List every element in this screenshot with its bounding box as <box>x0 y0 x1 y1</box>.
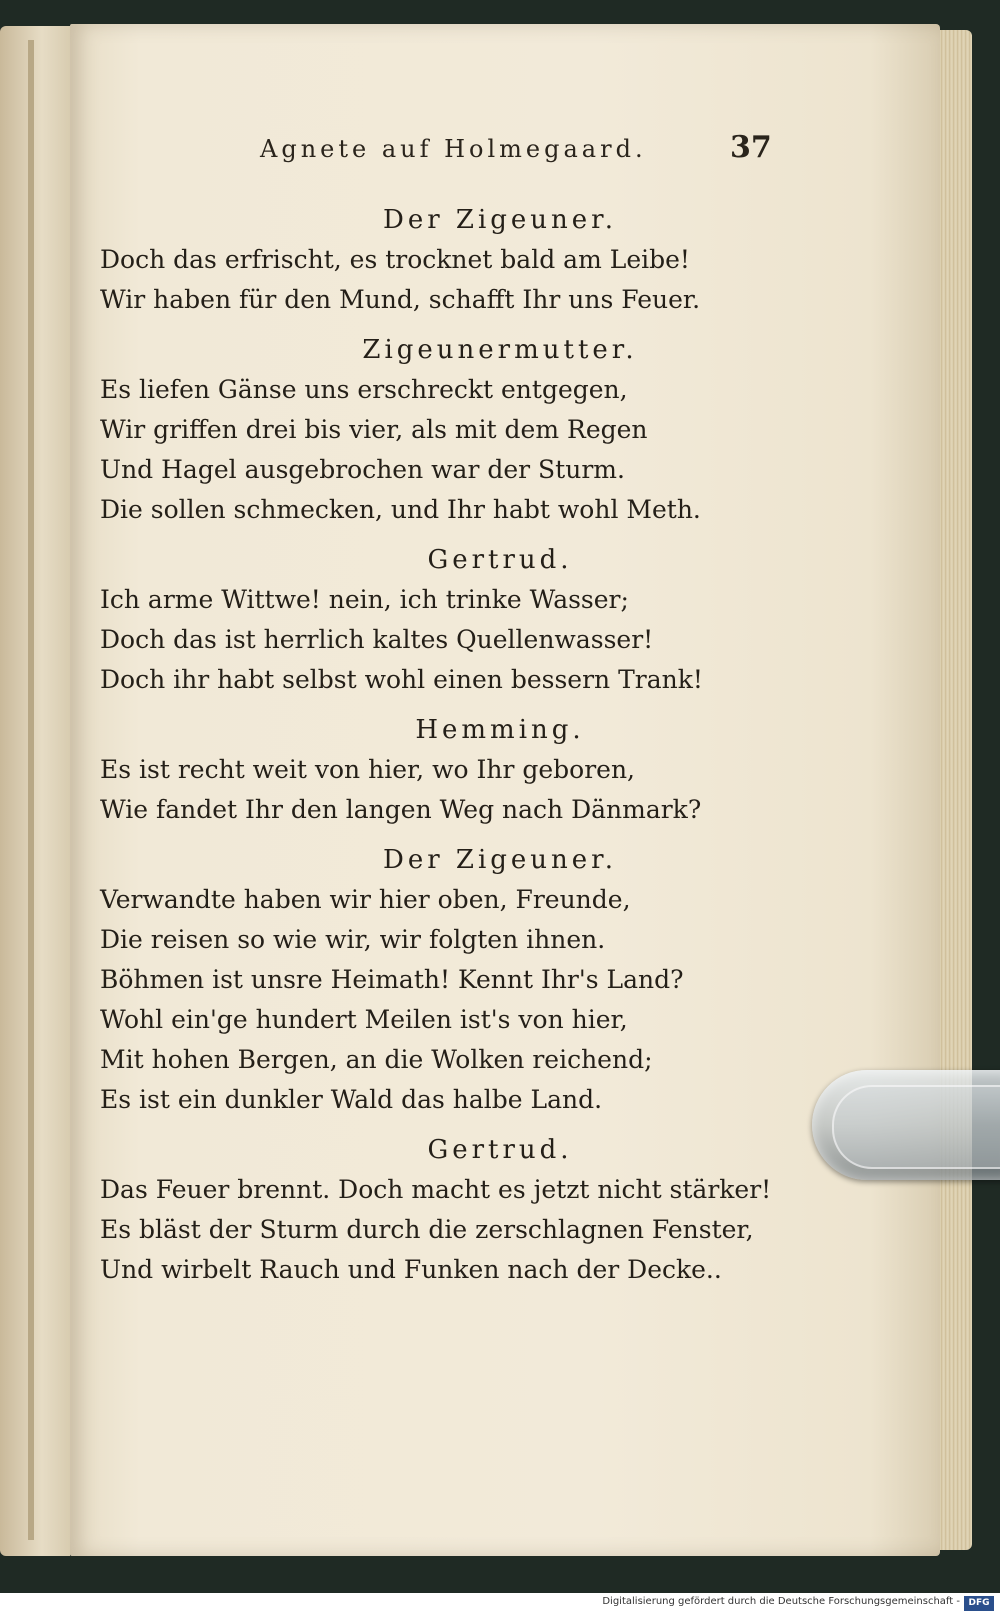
verse-text <box>100 200 900 1290</box>
verse-line: Es bläst der Sturm durch die zerschlagnen Fenster, <box>100 1215 754 1244</box>
facing-page-edge <box>0 26 70 1556</box>
verse-line: Doch ihr habt selbst wohl einen bessern Trank! <box>100 665 703 694</box>
speaker-heading: Hemming. <box>415 715 585 745</box>
verse-line: Und Hagel ausgebrochen war der Sturm. <box>100 455 625 484</box>
verse-line: Es ist ein dunkler Wald das halbe Land. <box>100 1085 603 1114</box>
footer-credit: Digitalisierung gefördert durch die Deutsche Forschungsgemeinschaft - <box>602 1596 960 1607</box>
speaker-heading: Der Zigeuner. <box>382 845 618 875</box>
verse-line: Wohl ein'ge hundert Meilen ist's von hier, <box>100 1005 628 1034</box>
speaker-heading: Zigeunermutter. <box>362 335 638 365</box>
verse-line: Ich arme Wittwe! nein, ich trinke Wasser; <box>100 585 629 614</box>
verse-line: Wir griffen drei bis vier, als mit dem Regen <box>100 415 648 444</box>
verse-line: Doch das erfrischt, es trocknet bald am Leibe! <box>100 245 690 274</box>
verse-line: Wie fandet Ihr den langen Weg nach Dänmark? <box>100 795 702 824</box>
speaker-heading: Gertrud. <box>427 1135 573 1165</box>
verse-line: Verwandte haben wir hier oben, Freunde, <box>100 885 631 914</box>
page-clip <box>812 1070 1000 1180</box>
verse-line: Es liefen Gänse uns erschreckt entgegen, <box>100 375 628 404</box>
book-gutter <box>28 40 34 1540</box>
running-head: Agnete auf Holmegaard. <box>260 135 647 163</box>
verse-line: Die sollen schmecken, und Ihr habt wohl Meth. <box>100 495 701 524</box>
page-clip-highlight <box>832 1085 1000 1169</box>
verse-line: Wir haben für den Mund, schafft Ihr uns Feuer. <box>100 285 701 314</box>
speaker-heading: Der Zigeuner. <box>382 205 618 235</box>
speaker-heading: Gertrud. <box>427 545 573 575</box>
page-number: 37 <box>730 130 772 165</box>
verse-line: Böhmen ist unsre Heimath! Kennt Ihr's Land? <box>100 965 684 994</box>
verse-line: Mit hohen Bergen, an die Wolken reichend; <box>100 1045 653 1074</box>
verse-line: Das Feuer brennt. Doch macht es jetzt nicht stärker! <box>100 1175 772 1204</box>
dfg-logo: DFG <box>964 1596 994 1611</box>
verse-line: Und wirbelt Rauch und Funken nach der Decke.. <box>100 1255 722 1284</box>
verse-line: Es ist recht weit von hier, wo Ihr geboren, <box>100 755 635 784</box>
verse-line: Doch das ist herrlich kaltes Quellenwasser! <box>100 625 654 654</box>
verse-line: Die reisen so wie wir, wir folgten ihnen. <box>100 925 606 954</box>
footer-bar <box>0 1593 1000 1615</box>
